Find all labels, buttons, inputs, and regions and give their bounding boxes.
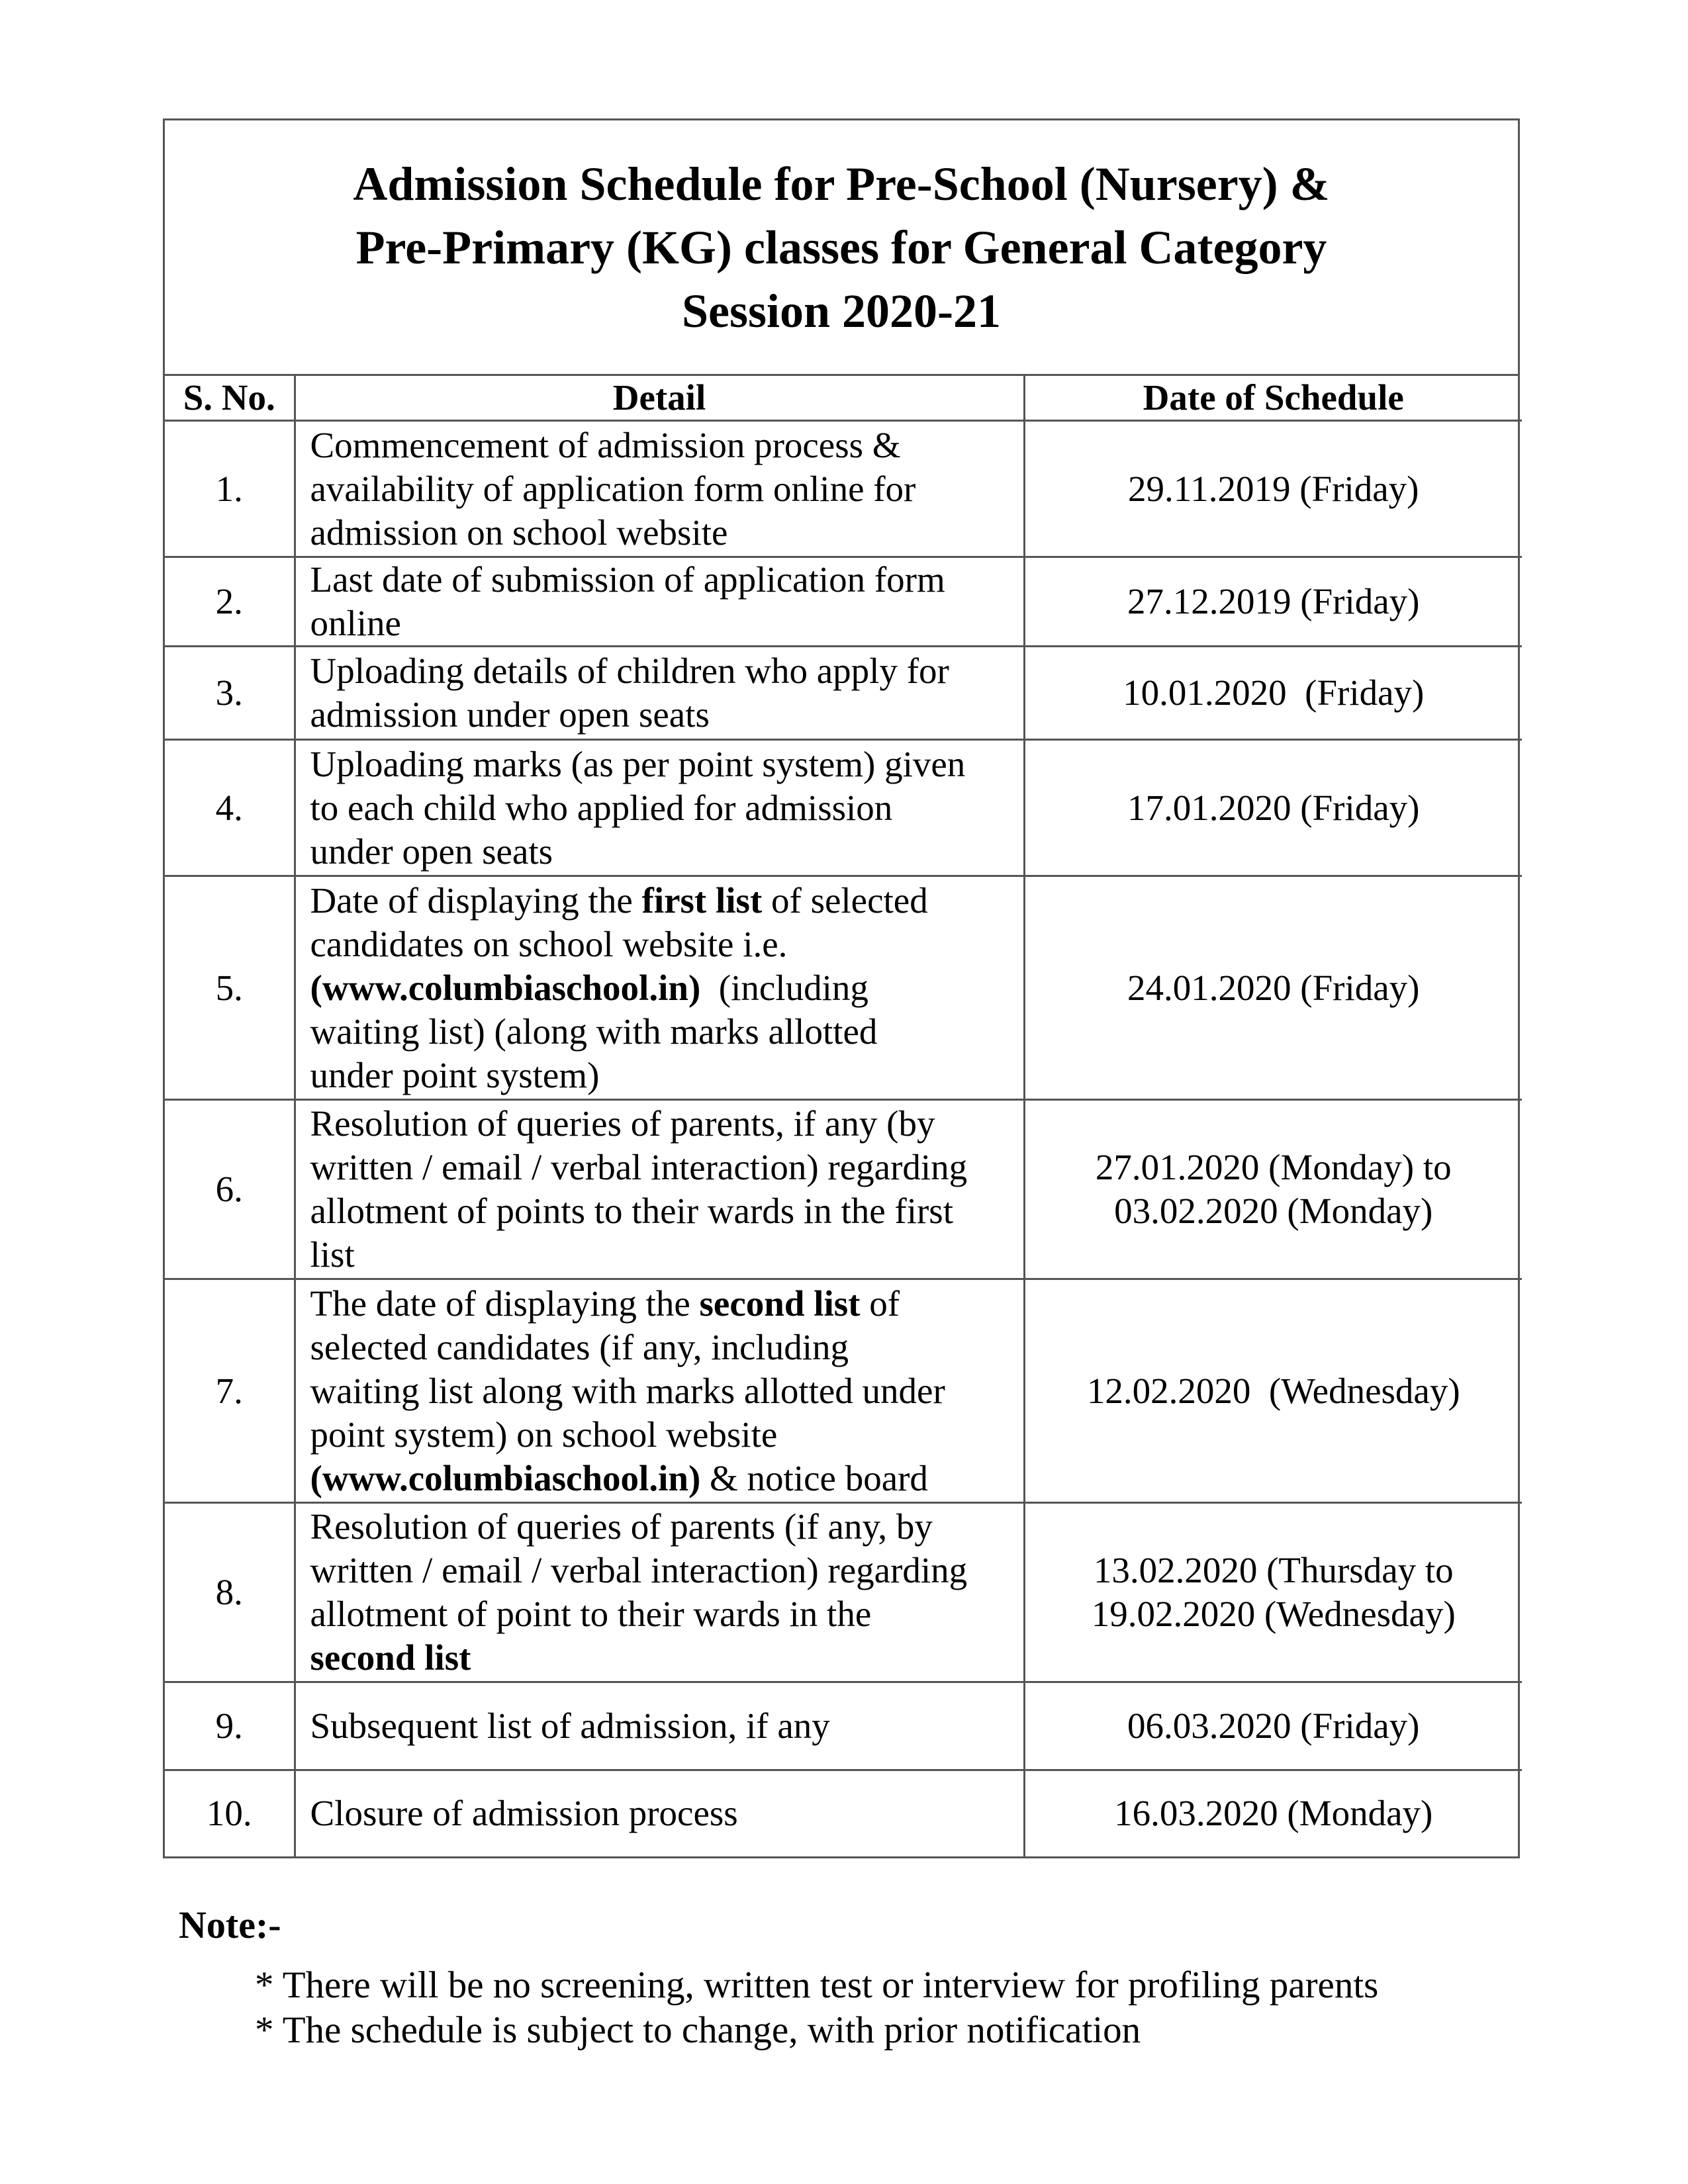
detail-line: Commencement of admission process & bbox=[310, 424, 901, 465]
row-sno: 8. bbox=[165, 1503, 295, 1682]
title-line-1: Admission Schedule for Pre-School (Nursery) & bbox=[353, 157, 1330, 210]
detail-line: Subsequent list of admission, if any bbox=[310, 1706, 830, 1746]
date-line: 10.01.2020 (Friday) bbox=[1123, 672, 1425, 713]
date-line: 19.02.2020 (Wednesday) bbox=[1091, 1594, 1456, 1634]
detail-text: & notice board bbox=[700, 1457, 928, 1498]
date-line: 17.01.2020 (Friday) bbox=[1127, 787, 1420, 828]
table-row bbox=[165, 1503, 1522, 1682]
detail-line: waiting list) (along with marks allotted bbox=[310, 1011, 878, 1052]
row-sno: 10. bbox=[165, 1770, 295, 1856]
detail-line bbox=[310, 1282, 1014, 1326]
detail-line bbox=[310, 879, 1014, 923]
detail-line bbox=[310, 966, 1014, 1010]
row-date bbox=[1024, 1100, 1522, 1279]
date-line: 29.11.2019 (Friday) bbox=[1128, 468, 1419, 509]
row-sno: 9. bbox=[165, 1682, 295, 1770]
detail-line: candidates on school website i.e. bbox=[310, 923, 788, 964]
row-date bbox=[1024, 647, 1522, 740]
detail-line: Last date of submission of application form bbox=[310, 559, 945, 600]
date-line: 03.02.2020 (Monday) bbox=[1114, 1191, 1433, 1231]
row-date bbox=[1024, 1682, 1522, 1770]
note-heading: Note:- bbox=[179, 1903, 281, 1946]
table-row bbox=[165, 1279, 1522, 1503]
detail-line: admission under open seats bbox=[310, 694, 710, 735]
row-detail bbox=[295, 1682, 1024, 1770]
title-box bbox=[165, 120, 1518, 376]
date-line: 27.01.2020 (Monday) to bbox=[1095, 1147, 1452, 1187]
row-date bbox=[1024, 421, 1522, 557]
detail-line: under open seats bbox=[310, 831, 553, 872]
row-date bbox=[1024, 1770, 1522, 1856]
detail-line: admission on school website bbox=[310, 512, 728, 553]
row-detail bbox=[295, 876, 1024, 1100]
row-sno: 4. bbox=[165, 740, 295, 876]
table-row bbox=[165, 740, 1522, 876]
title-line-3: Session 2020-21 bbox=[681, 284, 1002, 338]
date-line: 16.03.2020 (Monday) bbox=[1114, 1793, 1433, 1834]
detail-text: (including bbox=[700, 967, 868, 1008]
date-line: 12.02.2020 (Wednesday) bbox=[1086, 1370, 1460, 1411]
detail-line: allotment of points to their wards in the first bbox=[310, 1191, 953, 1231]
detail-text: The date of displaying the bbox=[310, 1283, 700, 1324]
row-sno: 1. bbox=[165, 421, 295, 557]
row-sno: 5. bbox=[165, 876, 295, 1100]
row-date bbox=[1024, 740, 1522, 876]
row-detail bbox=[295, 1279, 1024, 1503]
table-body bbox=[165, 421, 1522, 1856]
row-detail bbox=[295, 740, 1024, 876]
table-row bbox=[165, 557, 1522, 647]
detail-line: online bbox=[310, 603, 401, 643]
detail-line: waiting list along with marks allotted under bbox=[310, 1370, 945, 1411]
row-sno: 2. bbox=[165, 557, 295, 647]
detail-line: Uploading marks (as per point system) given bbox=[310, 743, 966, 784]
row-date bbox=[1024, 1279, 1522, 1503]
table-row bbox=[165, 1770, 1522, 1856]
detail-line: under point system) bbox=[310, 1054, 600, 1095]
detail-bold-text: second list bbox=[310, 1637, 471, 1678]
detail-text: of bbox=[860, 1283, 900, 1324]
row-date bbox=[1024, 557, 1522, 647]
detail-bold-text: (www.columbiaschool.in) bbox=[310, 967, 701, 1008]
detail-line: availability of application form online for bbox=[310, 468, 916, 509]
detail-line: written / email / verbal interaction) regarding bbox=[310, 1550, 968, 1590]
detail-line bbox=[310, 1457, 1014, 1500]
row-date bbox=[1024, 876, 1522, 1100]
row-sno: 7. bbox=[165, 1279, 295, 1503]
table-header-row bbox=[165, 376, 1522, 421]
detail-bold-text: second list bbox=[699, 1283, 861, 1324]
row-detail bbox=[295, 421, 1024, 557]
detail-line: Resolution of queries of parents, if any (by bbox=[310, 1103, 935, 1144]
detail-line: list bbox=[310, 1234, 355, 1275]
table-row bbox=[165, 421, 1522, 557]
detail-line: Uploading details of children who apply for bbox=[310, 651, 949, 691]
detail-bold-text: (www.columbiaschool.in) bbox=[310, 1457, 701, 1498]
detail-line: allotment of point to their wards in the bbox=[310, 1594, 872, 1634]
date-line: 06.03.2020 (Friday) bbox=[1127, 1706, 1420, 1746]
row-detail bbox=[295, 1503, 1024, 1682]
row-date bbox=[1024, 1503, 1522, 1682]
date-line: 27.12.2019 (Friday) bbox=[1127, 581, 1420, 621]
row-detail bbox=[295, 1770, 1024, 1856]
detail-line: written / email / verbal interaction) regarding bbox=[310, 1147, 968, 1187]
header-date: Date of Schedule bbox=[1024, 376, 1522, 421]
schedule-table bbox=[165, 376, 1522, 1856]
detail-text: of selected bbox=[762, 880, 928, 921]
detail-line: Closure of admission process bbox=[310, 1793, 738, 1834]
detail-line bbox=[310, 1636, 1014, 1680]
row-detail bbox=[295, 647, 1024, 740]
header-detail: Detail bbox=[295, 376, 1024, 421]
detail-line: point system) on school website bbox=[310, 1414, 778, 1455]
table-row bbox=[165, 647, 1522, 740]
table-row bbox=[165, 1682, 1522, 1770]
detail-text: Date of displaying the bbox=[310, 880, 642, 921]
row-sno: 6. bbox=[165, 1100, 295, 1279]
row-detail bbox=[295, 1100, 1024, 1279]
detail-line: to each child who applied for admission bbox=[310, 787, 893, 828]
detail-bold-text: first list bbox=[641, 880, 763, 921]
note-line-1: * There will be no screening, written test or interview for profiling parents bbox=[255, 1964, 1379, 2006]
note-line-2: * The schedule is subject to change, with prior notification bbox=[255, 2009, 1141, 2051]
detail-line: Resolution of queries of parents (if any, by bbox=[310, 1506, 933, 1547]
table-row bbox=[165, 1100, 1522, 1279]
table-row bbox=[165, 876, 1522, 1100]
title-line-2: Pre-Primary (KG) classes for General Category bbox=[355, 220, 1327, 274]
detail-line: selected candidates (if any, including bbox=[310, 1326, 849, 1367]
row-detail bbox=[295, 557, 1024, 647]
header-sno: S. No. bbox=[165, 376, 295, 421]
date-line: 24.01.2020 (Friday) bbox=[1127, 967, 1420, 1008]
row-sno: 3. bbox=[165, 647, 295, 740]
date-line: 13.02.2020 (Thursday to bbox=[1093, 1550, 1454, 1590]
schedule-sheet bbox=[163, 118, 1520, 1858]
